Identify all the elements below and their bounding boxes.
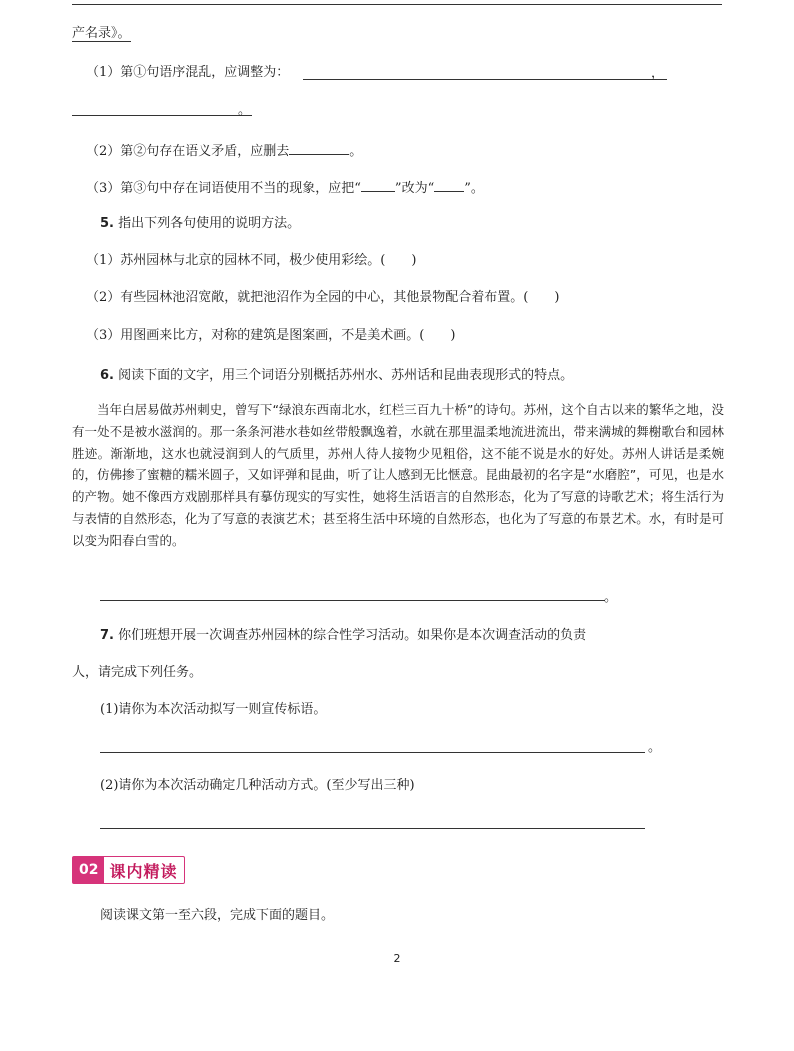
header-rule (72, 4, 722, 5)
page-number: 2 (393, 952, 401, 965)
q4-item3-mid: ”改为“ (394, 181, 435, 196)
section-title: 课内精读 (109, 861, 178, 881)
q6-number: 6. (100, 368, 114, 383)
q4-item1-comma (651, 64, 664, 84)
q7-task1-end-text: 。 (648, 740, 662, 755)
q5-stem-text: 指出下列各句使用的说明方法。 (118, 216, 301, 231)
q5-item1-text: （1）苏州园林与北京的园林不同，极少使用彩绘。( ) (86, 253, 417, 268)
q4-item1-end-text: 。 (238, 103, 252, 118)
q7-task1 (100, 700, 326, 720)
q7-task1-text: (1)请你为本次活动拟写一则宣传标语。 (100, 702, 327, 717)
q6-answer-end-text: 。 (604, 590, 618, 605)
q4-item3-end: ”。 (464, 181, 484, 196)
q6-answer-end (604, 588, 617, 608)
q4-item1-answer-line2[interactable] (72, 115, 252, 116)
q6-stem-text: 阅读下面的文字，用三个词语分别概括苏州水、苏州话和昆曲表现形式的特点。 (118, 368, 574, 383)
q4-item2 (86, 140, 362, 162)
q7-task2 (100, 776, 415, 796)
q5-stem (100, 214, 300, 234)
q6-passage (72, 399, 724, 552)
q4-item3-blank1[interactable] (361, 177, 395, 192)
q5-item3 (86, 326, 455, 346)
q7-stem-text2: 人，请完成下列任务。 (72, 665, 203, 680)
q4-item1-answer-line[interactable] (303, 79, 667, 80)
q4-item1-end (238, 101, 251, 121)
q5-item3-text: （3）用图画来比方，对称的建筑是图案画，不是美术画。( ) (86, 328, 456, 343)
q4-item3 (86, 177, 484, 199)
q5-item2 (86, 288, 559, 308)
q7-stem-line2 (72, 663, 202, 683)
fragment-text: 产名录》。 (72, 26, 131, 41)
section-intro-text: 阅读课文第一至六段，完成下面的题目。 (100, 908, 335, 923)
q7-number: 7. (100, 628, 114, 643)
q5-item2-text: （2）有些园林池沼宽敞，就把池沼作为全园的中心，其他景物配合着布置。( ) (86, 290, 560, 305)
q7-stem-text1: 你们班想开展一次调查苏州园林的综合性学习活动。如果你是本次调查活动的负责 (118, 628, 587, 643)
q6-stem (100, 366, 573, 386)
section-number: 02 (73, 857, 104, 883)
q5-number: 5. (100, 216, 114, 231)
q4-item2-blank[interactable] (289, 140, 349, 155)
section-badge (72, 856, 185, 884)
q7-task2-answer-line[interactable] (100, 828, 645, 829)
q7-task2-text: (2)请你为本次活动确定几种活动方式。(至少写出三种) (100, 778, 415, 793)
q4-item2-text: （2）第②句存在语义矛盾，应删去 (86, 144, 290, 159)
q6-passage-text: 当年白居易做苏州刺史，曾写下“绿浪东西南北水，红栏三百九十桥”的诗句。苏州，这个自古以来的繁华之地，没有一处不是被水滋润的。那一条条河港水巷如丝带般飘逸着，水就在那里温柔地流进流出，带来满城的舞榭歌台和园林胜迹。渐渐地，这水也就浸润到人的气质里，苏州人待人接物少见粗俗，这不能不说是水的好处。苏州人讲话是柔婉的，仿佛掺了蜜糖的糯米圆子，又如评弹和昆曲，听了让人感到无比惬意。昆曲最初的名字是“水磨腔”，可见，也是水的产物。她不像西方戏剧那样具有摹仿现实的写实性，她将生活语言的自然形态，化为了写意的诗歌艺术；将生活行为与表情的自然形态，化为了写意的表演艺术；甚至将生活中环境的自然形态，也化为了写意的布景艺术。水，有时是可以变为阳春白雪的。 (72, 402, 724, 548)
fragment-line (72, 24, 131, 44)
q5-item1 (86, 251, 416, 271)
q4-item2-end: 。 (349, 144, 363, 159)
q4-item3-blank2[interactable] (434, 177, 464, 192)
q4-item1 (86, 63, 289, 83)
q4-item1-comma-text: ， (651, 66, 665, 81)
q7-task1-answer-line[interactable] (100, 752, 645, 753)
q4-item3-pre: （3）第③句中存在词语使用不当的现象，应把“ (86, 181, 361, 196)
section-intro (100, 906, 334, 926)
q4-item1-text: （1）第①句语序混乱，应调整为： (86, 65, 290, 80)
q6-answer-line[interactable] (100, 600, 605, 601)
q7-task1-end (648, 738, 661, 758)
q7-stem-line1 (100, 626, 586, 646)
